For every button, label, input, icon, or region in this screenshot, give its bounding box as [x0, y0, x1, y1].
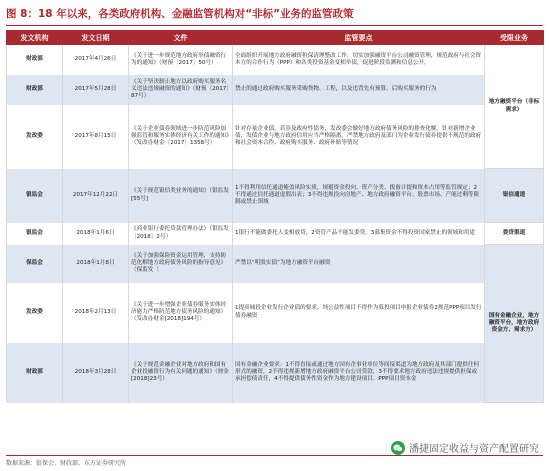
table-row [7, 283, 544, 343]
watermark-text: 潘捷固定收益与资产配置研究 [409, 444, 539, 455]
table-row [7, 75, 544, 105]
cell-document: 《关于进一步增强企业债券服务实体经济能力严格防范地方债务风险的通知》（发改办财金[2018]194号） [129, 283, 233, 343]
table-header-row [7, 31, 544, 45]
cell-regulator: 财政部 [7, 45, 63, 75]
cell-date: 2018年1月8日 [63, 245, 129, 283]
cell-regulator: 财政部 [7, 343, 63, 403]
cell-document: 《关于规范银信类业务的通知》（银监发[55号] [129, 169, 233, 223]
cell-key-points: 1不得利用信托通道掩盖风险实质，规避资金投向、资产分类、拨备计提和资本占用等监管规定；2不得通过信托通道虚假出表；3不得违规投向房地产、地方政府融资平台、股票市场、产能过剩等限制或禁止领域 [233, 169, 485, 223]
cell-regulator: 银监会 [7, 169, 63, 223]
cell-document: 《商业银行委托贷款管理办法》（银监发〔2018〕2号） [129, 223, 233, 245]
cell-regulator: 保监会 [7, 245, 63, 283]
cell-restricted-business: 国有金融企业，地方融资平台，地方政府资金方、需求方） [485, 245, 544, 403]
cell-key-points: 国有金融企业要求：1不得直接或通过地方国有企事业单位等间接渠道为地方政府及其部门提供任何形式的融资，2不得违规新增地方政府融资平台公司贷款，3不得要求地方政府违法违规提供担保或承担偿债责任，4不得提供债务性资金作为地方建设项目、PPP项目资本金 [233, 343, 485, 403]
cell-date: 2018年3月28日 [63, 343, 129, 403]
table-row [7, 169, 544, 223]
table-row [7, 45, 544, 75]
cell-document: 《关于加强保险资金运用管理，支持防范化解地方政府债务风险的指导意见》（保监发〔 [129, 245, 233, 283]
cell-key-points: 1提高城投企业发行企业债的要求，纯公益性项目不得作为募投项目申报企业债券2规范PPP项目发行债券融资 [233, 283, 485, 343]
wechat-logo-icon [391, 441, 405, 455]
cell-regulator: 银监会 [7, 223, 63, 245]
table-row [7, 245, 544, 283]
col-header-key-points: 监管要点 [233, 31, 485, 45]
col-header-date: 发文日期 [63, 31, 129, 45]
cell-date: 2018年1月6日 [63, 223, 129, 245]
cell-key-points: 全面组织开展地方政府融资担保清理整改工作，切实加强融资平台公司融资管理，规范政府与社会资本方的合作行为（PPP）和各类投资基金变相举债，促进阶段监测和信息公开。 [233, 45, 485, 75]
figure-title: 图 8：18 年以来，各类政府机构、金融监管机构对“非标”业务的监管政策 [6, 8, 354, 20]
title-rule [6, 25, 543, 26]
cell-key-points: 禁止的通过政府购买服务采购货物、工程，以及违背先有预算、后购买服务的行为 [233, 75, 485, 105]
cell-date: 2017年4月26日 [63, 45, 129, 75]
cell-date: 2017年12月22日 [63, 169, 129, 223]
cell-regulator: 发改委 [7, 105, 63, 169]
source-note: 数据来源：银保会、财政部、东方证券研究所 [6, 460, 127, 467]
cell-document: 《关于规范金融企业对地方政府和国有企业投融资行为有关问题的通知》（财金[2018]23号） [129, 343, 233, 403]
table-bottom-rule [6, 455, 543, 456]
cell-restricted-business: 委贷渠道 [485, 223, 544, 245]
col-header-document: 文件 [129, 31, 233, 45]
policy-table [6, 30, 544, 403]
cell-document: 《关于进一步规范地方政府举债融资行为的通知》（财预〔2017〕50号） [129, 45, 233, 75]
table-row [7, 105, 544, 169]
table-row [7, 223, 544, 245]
cell-regulator: 发改委 [7, 283, 63, 343]
cell-date: 2017年5月28日 [63, 75, 129, 105]
cell-document: 《关于企业债券领域进一步防范风险加强监管和服务实体经济有关工作的通知》（发改办财金〔2017〕1358号） [129, 105, 233, 169]
col-header-restricted-business: 受限业务 [485, 31, 544, 45]
cell-date: 2017年8月15日 [63, 105, 129, 169]
cell-restricted-business: 地方融资平台（非标需求） [485, 45, 544, 169]
cell-key-points: 针对存量企业债，若涉及政府性债务，发改委会做好地方政府债务风险的排查化解。针对新增企业债，发债企业与地方政府信用应当严格隔离，严禁地方政府及部门为企业发行债券提供不规范的政府和社会资本合作、政府购买服务、政府补贴等情况 [233, 105, 485, 169]
cell-document: 《关于坚决制止地方以政府购买服务名义违法违规融资的通知》（财预〔2017〕87号） [129, 75, 233, 105]
cell-key-points: 1银行不能做委托人变相放贷，2资管产品不能发委贷，3募集资金不得投资国家禁止的领域和用途 [233, 223, 485, 245]
cell-restricted-business: 银信通道 [485, 169, 544, 223]
cell-date: 2018年2月13日 [63, 283, 129, 343]
watermark [391, 440, 539, 455]
cell-key-points: 严禁以“明股实债”为地方融资平台融资 [233, 245, 485, 283]
cell-regulator: 财政部 [7, 75, 63, 105]
col-header-regulator: 发文机构 [7, 31, 63, 45]
table-row [7, 343, 544, 403]
